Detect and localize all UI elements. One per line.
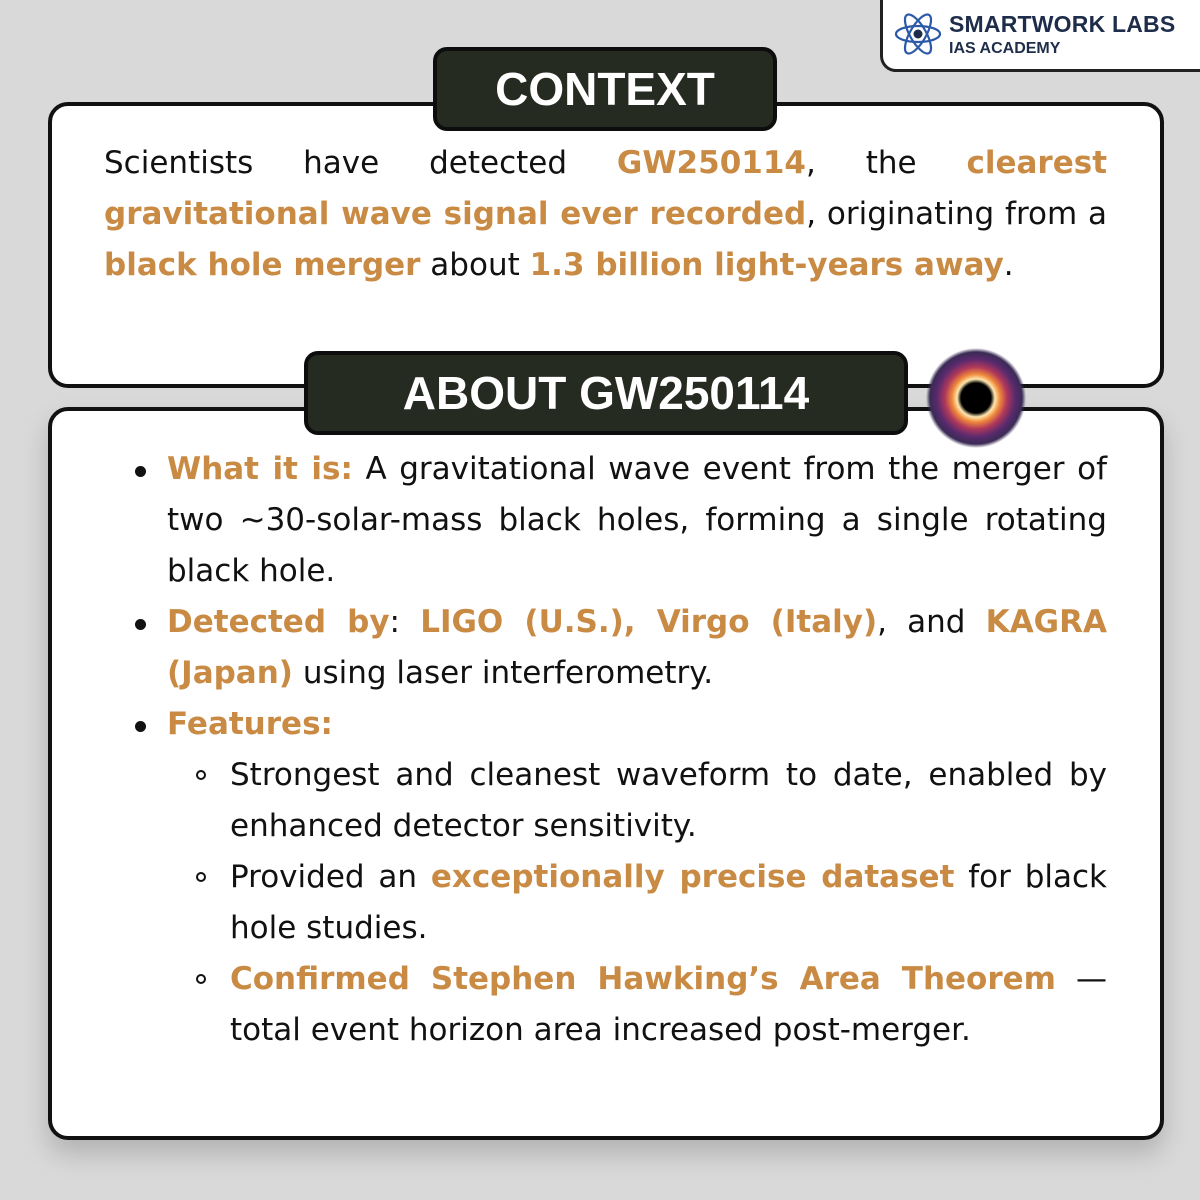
features-sub2-text-a: Provided an — [230, 859, 431, 895]
what-it-is-label: What it is: — [167, 451, 353, 487]
features-sub-item-dataset — [230, 852, 1107, 954]
about-heading: ABOUT GW250114 — [304, 351, 908, 435]
context-paragraph — [104, 138, 1107, 291]
features-label: Features: — [167, 706, 333, 742]
sub-bullet-circle — [196, 770, 206, 780]
context-highlight-signal: clearest gravitational wave signal ever recorded — [104, 145, 1108, 232]
features-sub1-text: Strongest and cleanest waveform to date, enabled by enhanced detector sensitivity. — [230, 757, 1107, 844]
detected-by-colon: : — [389, 604, 421, 640]
bullet-dot — [135, 466, 146, 477]
bullet-dot — [135, 721, 146, 732]
black-hole-icon — [924, 346, 1028, 450]
detected-by-mid: , and — [877, 604, 986, 640]
context-text-5: . — [1003, 247, 1014, 283]
sub-bullet-circle — [196, 872, 206, 882]
what-it-is-text: A gravitational wave event from the merger of two ~30-solar-mass black holes, forming a single rotating black hole. — [167, 451, 1107, 589]
brand-box — [880, 0, 1200, 72]
features-sub2-text-b: for black hole studies. — [230, 859, 1108, 946]
detected-by-tail: using laser interferometry. — [292, 655, 714, 691]
context-highlight-merger: black hole merger — [104, 247, 421, 283]
atom-icon — [893, 9, 943, 59]
features-sub-item-waveform — [230, 750, 1107, 852]
list-item-detected-by — [167, 597, 1107, 699]
detected-by-label: Detected by — [167, 604, 390, 640]
context-text-3: , originating from a — [806, 196, 1107, 232]
features-sub3-text: — total event horizon area increased post-merger. — [230, 961, 1107, 1048]
features-sub3-highlight: Confirmed Stephen Hawking’s Area Theorem — [230, 961, 1056, 997]
context-heading: CONTEXT — [433, 47, 777, 131]
features-sub2-highlight: exceptionally precise dataset — [430, 859, 955, 895]
brand-subtitle: IAS ACADEMY — [949, 40, 1061, 57]
list-item-what-it-is — [167, 444, 1107, 597]
brand-name: SMARTWORK LABS — [949, 11, 1176, 37]
detected-by-ligo-virgo: LIGO (U.S.), Virgo (Italy) — [420, 604, 878, 640]
features-sub-item-area-theorem — [230, 954, 1107, 1056]
context-text-1: Scientists have detected — [104, 145, 617, 181]
list-item-features — [167, 699, 1107, 750]
context-text-4: about — [420, 247, 530, 283]
context-highlight-event: GW250114 — [616, 145, 806, 181]
context-text-2: , the — [805, 145, 967, 181]
context-highlight-distance: 1.3 billion light-years away — [529, 247, 1004, 283]
bullet-dot — [135, 619, 146, 630]
sub-bullet-circle — [196, 974, 206, 984]
detected-by-kagra: KAGRA (Japan) — [167, 604, 1107, 691]
